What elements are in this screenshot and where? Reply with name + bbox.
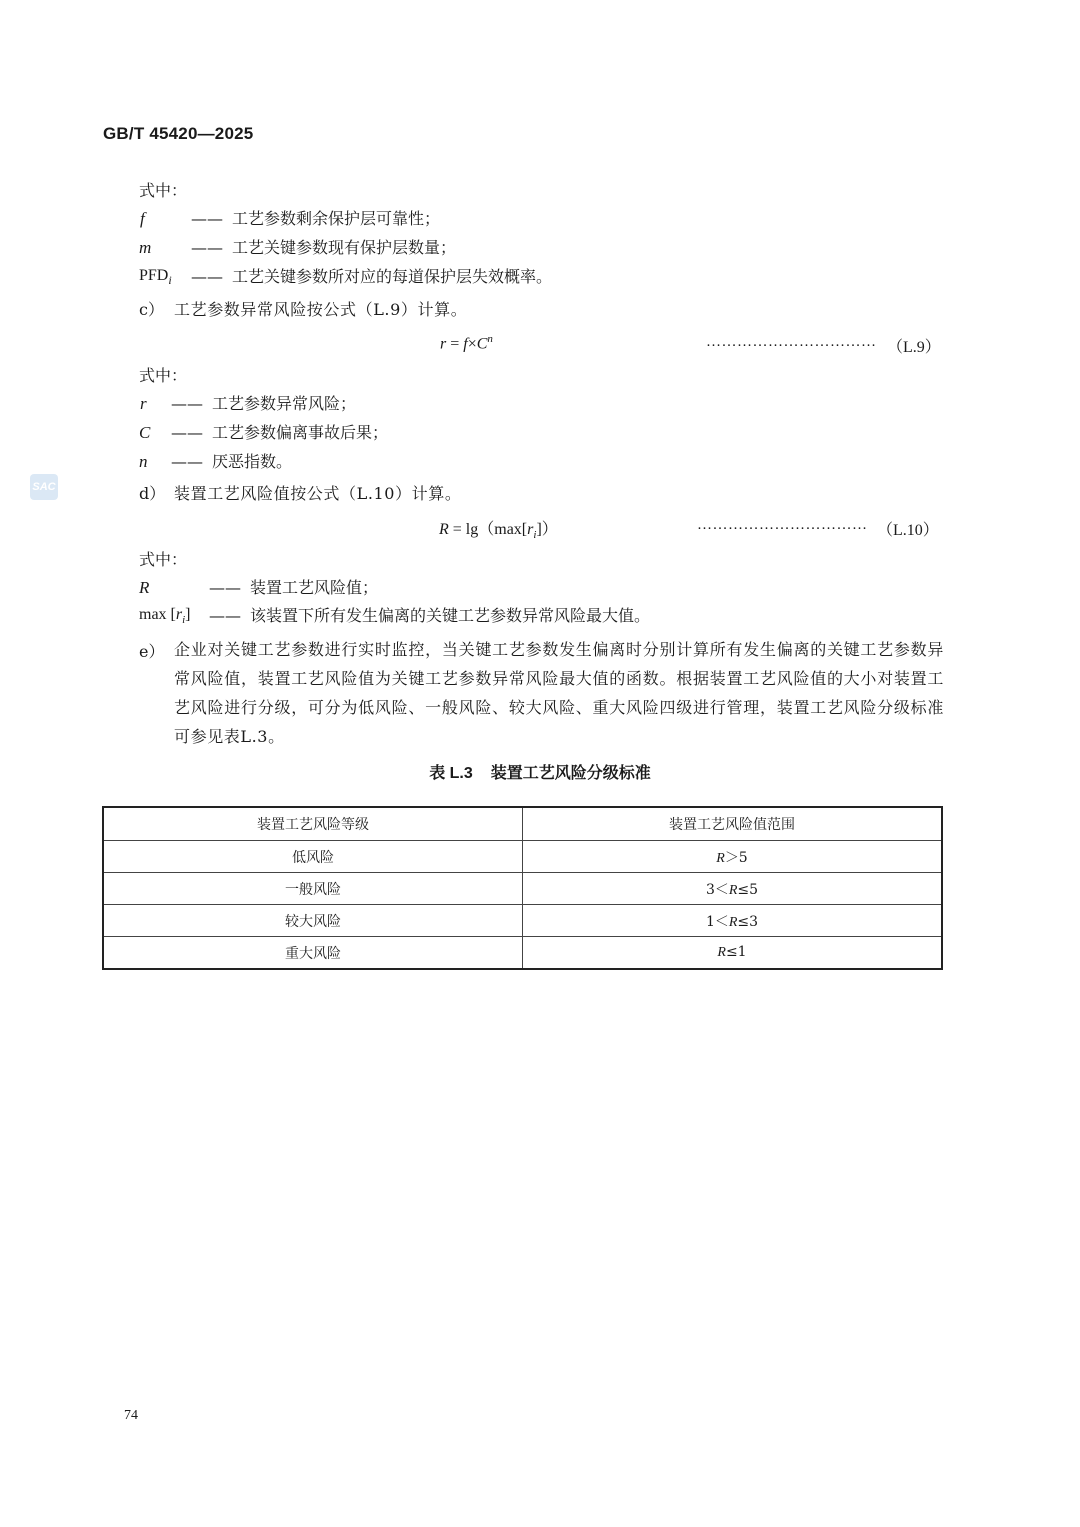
formula-symbol: R [439, 521, 449, 538]
page-number: 74 [124, 1408, 138, 1423]
range-prefix: 1＜ [705, 913, 729, 930]
def-description: 工艺关键参数所对应的每道保护层失效概率。 [232, 267, 553, 286]
formula-times: × [467, 335, 477, 353]
symbol-subscript: i [168, 273, 172, 288]
def-description: 厌恶指数。 [212, 452, 293, 471]
def-symbol: R [139, 578, 150, 597]
formula-exponent: n [487, 333, 493, 345]
def-description: 工艺参数偏离事故后果； [212, 423, 389, 442]
def-dash: —— [171, 394, 203, 413]
range-symbol: R [728, 882, 738, 898]
risk-range-cell [523, 841, 943, 873]
risk-level-cell: 一般风险 [103, 873, 523, 905]
risk-range-cell [523, 873, 943, 905]
where-label: 式中： [139, 181, 188, 200]
table-caption-id: 表 L.3 [429, 765, 473, 782]
def-symbol: m [139, 238, 152, 257]
table-caption-title: 装置工艺风险分级标准 [490, 763, 651, 782]
range-symbol: R [717, 945, 726, 960]
def-symbol: C [139, 423, 151, 442]
formula-equals: = [446, 335, 464, 353]
formula-symbol: r [440, 335, 447, 353]
def-dash: —— [191, 267, 223, 286]
def-description: 装置工艺风险值； [250, 578, 379, 597]
table-row [103, 937, 942, 970]
def-symbol [139, 606, 191, 626]
def-dash: —— [171, 452, 203, 471]
range-symbol: R [728, 914, 738, 930]
list-marker-c: c） [139, 300, 164, 319]
formula-symbol: r [527, 521, 534, 538]
risk-level-cell: 较大风险 [103, 905, 523, 937]
range-prefix: 3＜ [705, 881, 729, 898]
symbol-pfd: PFD [139, 267, 169, 284]
formula-symbol: f [463, 335, 468, 353]
def-dash: —— [209, 578, 241, 597]
def-symbol: r [140, 394, 147, 413]
item-e-paragraph: 企业对关键工艺参数进行实时监控，当关键工艺参数发生偏离时分别计算所有发生偏离的关键工艺参数异常风险值，装置工艺风险值为关键工艺参数异常风险最大值的函数。根据装置工艺风险值的大小对装置工艺风险进行分级，可分为低风险、一般风险、较大风险、重大风险四级进行管理，装置工艺风险分级标准可参见表L.3。 [174, 640, 944, 746]
formula-symbol: C [476, 335, 488, 353]
symbol-r: r [175, 606, 183, 623]
document-code-header: GB/T 45420—2025 [103, 124, 254, 143]
symbol-subscript: i [182, 614, 186, 627]
item-d-text: 装置工艺风险值按公式（L.10）计算。 [174, 484, 462, 503]
formula-leader-dots: …………………………… [697, 517, 868, 533]
formula-leader-dots: …………………………… [706, 334, 877, 350]
risk-level-cell: 低风险 [103, 841, 523, 873]
formula-body: ]） [536, 521, 558, 538]
def-dash: —— [191, 238, 223, 257]
symbol-bracket: ] [185, 606, 191, 623]
formula-subscript: i [533, 529, 537, 542]
def-symbol: n [139, 452, 148, 471]
def-symbol [139, 267, 172, 288]
symbol-max: max [ [139, 606, 176, 623]
def-description: 工艺参数剩余保护层可靠性； [232, 209, 441, 228]
table-row [103, 905, 942, 937]
range-suffix: ≤3 [737, 913, 759, 930]
risk-range-cell [523, 937, 943, 970]
def-dash: —— [209, 606, 241, 625]
risk-level-cell: 重大风险 [103, 937, 523, 970]
table-header-row [103, 807, 942, 841]
range-suffix: ＞5 [724, 849, 748, 866]
table-caption [0, 760, 1080, 783]
range-suffix: ≤1 [725, 944, 747, 960]
def-description: 工艺参数异常风险； [212, 394, 357, 413]
def-dash: —— [191, 209, 223, 228]
def-description: 该装置下所有发生偏离的关键工艺参数异常风险最大值。 [250, 606, 651, 625]
range-symbol: R [716, 850, 725, 866]
def-symbol: f [140, 209, 145, 228]
list-marker-d: d） [139, 484, 166, 503]
formula-l10 [439, 516, 558, 541]
table-header-cell: 装置工艺风险等级 [103, 807, 523, 841]
list-marker-e: e） [139, 642, 165, 661]
formula-l9 [440, 333, 493, 353]
where-label: 式中： [139, 366, 188, 385]
table-header-cell: 装置工艺风险值范围 [523, 807, 943, 841]
risk-range-cell [523, 905, 943, 937]
where-label: 式中： [139, 550, 188, 569]
formula-number: （L.10） [877, 522, 939, 539]
range-suffix: ≤5 [737, 881, 759, 898]
formula-body: = lg（max[ [448, 521, 528, 538]
table-row [103, 873, 942, 905]
risk-grading-table [102, 806, 943, 970]
table-row [103, 841, 942, 873]
def-description: 工艺关键参数现有保护层数量； [232, 238, 457, 257]
item-c-text: 工艺参数异常风险按公式（L.9）计算。 [174, 300, 468, 319]
formula-number: （L.9） [887, 339, 941, 356]
sac-watermark-logo: SAC [30, 474, 58, 500]
def-dash: —— [171, 423, 203, 442]
